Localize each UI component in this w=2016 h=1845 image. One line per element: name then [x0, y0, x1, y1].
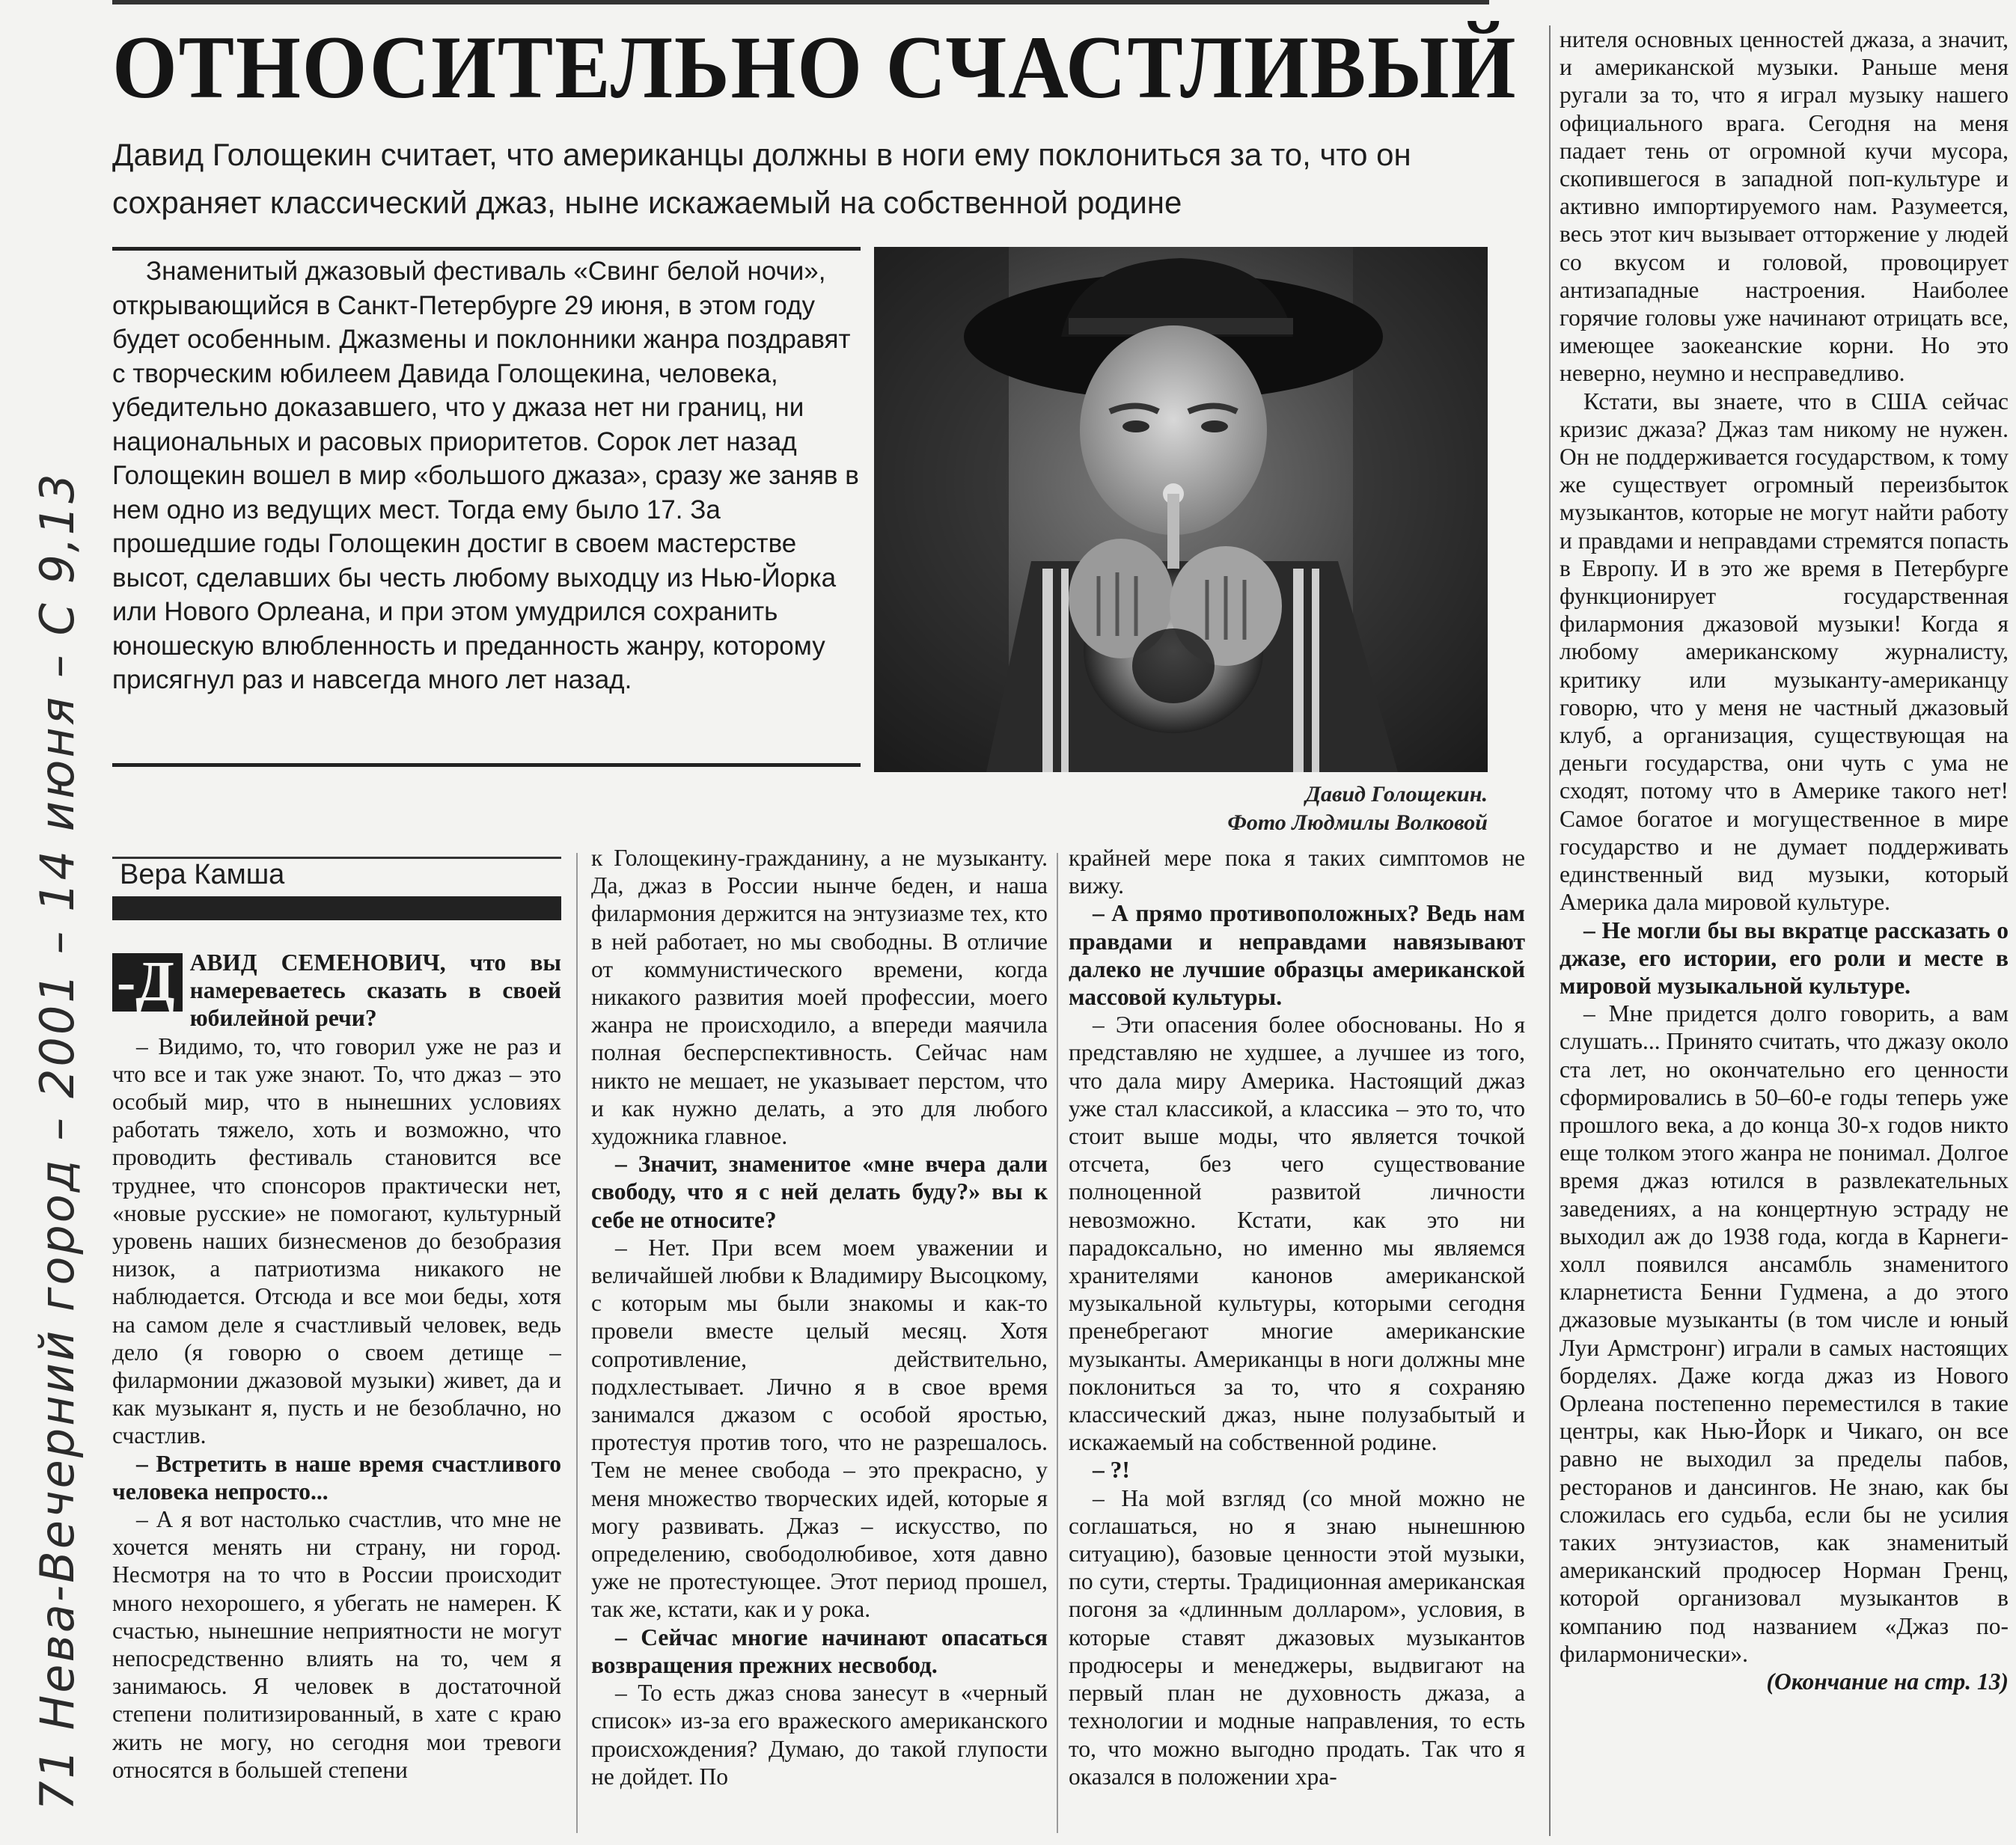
question-4: – Сейчас многие начинают опасаться возвращения прежних несвобод. — [591, 1624, 1048, 1678]
top-rule — [112, 0, 1489, 4]
answer-6: – На мой взгляд (со мной можно не соглашаться, но я знаю нынешнюю ситуацию), базовые ценности этой музыки, по сути, стерты. Традиционная американская погоня за «длинным долларом», условия, в которые ставят джазовых музыкантов продюсеры и менеджеры, выдвигают на первый план не духовность джаза, а технологии и модные направления, то есть то, что можно выгодно продать. Так что я оказался в положении хра- — [1069, 1484, 1525, 1790]
drop-cap: -Д — [112, 953, 183, 1012]
question-2: – Встретить в наше время счастливого человека непросто... — [112, 1450, 561, 1505]
article-column-3 — [1069, 844, 1525, 1839]
article-column-4 — [1549, 25, 2009, 1836]
photo-caption — [1122, 780, 1488, 837]
answer-1: – Видимо, то, что говорил уже не раз и что все и так уже знают. То, что джаз – это особый мир, что в нынешних условиях работать тяжело, хоть и возможно, что проводить фестиваль становится все труднее, что спонсоров практически нет, «новые русские» не помогают, культурный уровень наших бизнесменов до безобразия низок, а патриотизма никакого не наблюдается. Отсюда и все мои беды, хотя на самом деле я счастливый человек, ведь дело (я говорю о своем детище – филармонии джазовой музыки) живет, да и как музыкант я, пусть и не безоблачно, но счастлив. — [112, 1032, 561, 1449]
photo-trumpeter — [874, 247, 1488, 772]
subheadline: Давид Голощекин считает, что американцы должны в ноги ему поклониться за то, что он сохраняет классический джаз, ныне искажаемый на собственной родине — [112, 137, 1411, 220]
question-3: – Значит, знаменитое «мне вчера дали свободу, что я с ней делать буду?» вы к себе не относите? — [591, 1151, 1048, 1233]
article-column-2 — [591, 844, 1048, 1839]
lead-rule-top — [112, 247, 861, 251]
answer-3: – Нет. При всем моем уважении и величайшей любви к Владимиру Высоцкому, с которым мы были знакомы и как-то провели вместе целый месяц. Хотя сопротивление, действительно, подхлестывает. Лично я в свое время занимался джазом с особой яростью, протестуя против того, что не разрешалось. Тем не менее свобода – это прекрасно, у меня множество творческих идей, которые я могу развивать. Джаз – искусство, по определению, свободолюбивое, хотя давно уже не протестующее. Этот период прошел, так же, кстати, как и у рока. — [591, 1234, 1048, 1623]
article-column-1 — [112, 949, 561, 1835]
headline: ОТНОСИТЕЛЬНО СЧАСТЛИВЫЙ — [112, 17, 1518, 117]
caption-subject: Давид Голощекин. — [1305, 782, 1488, 807]
column-divider — [1057, 853, 1058, 1833]
question-6: – ?! — [1093, 1457, 1130, 1484]
answer-2: – А я вот настолько счастлив, что мне не хочется менять ни страну, ни город. Несмотря на то что в России происходит много нехорошего, я убегать не намерен. К счастью, нынешние неприятности не могут непосредственно влиять на то, чем я занимаюсь. Я человек в достаточной степени политизированный, в хате с краю жить не могу, но сегодня мои тревоги относятся в большей степени — [112, 1506, 561, 1783]
lead-rule-bottom — [112, 763, 861, 767]
answer-continued: нителя основных ценностей джаза, а значит, и американской музыки. Раньше меня ругали за то, что я играл музыку нашего официального врага. Сегодня на меня падает тень от огромной кучи мусора, скопившегося в западной поп-культуре и активно импортируемого нам. Разумеется, весь этот кич вызывает отторжение у людей со вкусом и головой, провоцирует антизападные настроения. Наиболее горячие головы уже начинают отрицать все, имеющее заокеанские корни. Но это неверно, неумно и несправедливо. — [1560, 26, 2009, 387]
byline-bar — [112, 896, 561, 920]
paragraph: Кстати, вы знаете, что в США сейчас кризис джаза? Джаз там никому не нужен. Он не поддерживается государством, к тому же существует огромный переизбыток музыкантов, которые не могут найти работу и правдами и неправдами стремятся попасть в Европу. И в это же время в Петербурге функционирует государственная филармония джазовой музыки! Когда я любому американскому журналисту, критику или музыканту-американцу говорю, что у меня не частный джазовый клуб, а организация, существующая на деньги государства, они чуть с ума не сходят, потому что в Америке такого нет! Самое богатое и могущественное в мире государство и не думает поддерживать единственный вид музыки, который Америка дала мировой культуре. — [1560, 388, 2009, 916]
answer-4: – То есть джаз снова занесут в «черный список» из-за его вражеского американского происхождения? Думаю, до такой глупости не дойдет. По — [591, 1680, 1048, 1790]
question-7: – Не могли бы вы вкратце рассказать о джазе, его истории, его роли и месте в мировой музыкальной культуре. — [1560, 917, 2009, 999]
byline: Вера Камша — [120, 859, 285, 890]
answer-continued: к Голощекину-гражданину, а не музыканту. Да, джаз в России нынче беден, и наша филармония держится на энтузиазме тех, кто в ней работает, но мы свободны. В отличие от коммунистического времени, когда никакого развития моей профессии, моего жанра не происходило, а впереди маячила полная бесперспективность. Сейчас нам никто не мешает, не указывает перстом, что и как нужно делать, а это для любого художника главное. — [591, 845, 1048, 1150]
answer-5: – Эти опасения более обоснованы. Но я представляю не худшее, а лучшее из того, что дала миру Америка. Настоящий джаз уже стал классикой, а классика – это то, что стоит выше моды, что является точкой отсчета, без чего существование полноценной развитой личности невозможно. Кстати, как это ни парадоксально, но именно мы являемся хранителями канонов американской музыкальной культуры, которыми сегодня пренебрегают многие американские музыканты. Американцы в ноги должны мне поклониться за то, что я сохраняю классический джаз, ныне полузабытый и искажаемый на собственной родине. — [1069, 1012, 1525, 1456]
caption-credit: Фото Людмилы Волковой — [1227, 810, 1488, 835]
question-5: – А прямо противоположных? Ведь нам правдами и неправдами навязывают далеко не лучшие образцы американской массовой культуры. — [1069, 900, 1525, 1011]
column-divider — [576, 853, 578, 1833]
question-1-text: АВИД СЕМЕНОВИЧ, что вы намереваетесь сказать в своей юбилейной речи? — [189, 949, 561, 1032]
answer-7: – Мне придется долго говорить, а вам слушать... Принято считать, что джазу около ста лет, но окончательно его ценности сформировались в 50–60-е годы теперь уже прошлого века, а до конца 30-х годов никто еще толком этого жанра не понимал. Долгое время джаз ютился в развлекательных заведениях, а на концертную эстраду не выходил аж до 1938 года, когда в Карнеги-холл появился ансамбль знаменитого кларнетиста Бенни Гудмена, а до этого джазовые музыканты (в том числе и юный Луи Армстронг) играли в самых настоящих борделях. Даже когда джаз из Нового Орлеана постепенно переместился в такие центры, как Нью-Йорк и Чикаго, он все равно не выходил за пределы пабов, ресторанов и дансингов. Не знаю, как бы сложилась его судьба, если бы не усилия таких энтузиастов, как знаменитый американский продюсер Норман Гренц, которой организовал музыкантов в компанию под названием «Джаз по-филармонически». — [1560, 1000, 2009, 1667]
portrait-illustration — [874, 247, 1488, 772]
continued-notice: (Окончание на стр. 13) — [1766, 1668, 2009, 1695]
answer-continued: крайней мере пока я таких симптомов не вижу. — [1069, 845, 1525, 899]
lead-paragraph: Знаменитый джазовый фестиваль «Свинг белой ночи», открывающийся в Санкт-Петербурге 29 июня, в этом году будет особенным. Джазмены и поклонники жанра поздравят с творческим юбилеем Давида Голощекина, человека, убедительно доказавшего, что у джаза нет ни границ, ни национальных и расовых приоритетов. Сорок лет назад Голощекин вошел в мир «большого джаза», сразу же заняв в нем одно из ведущих мест. Тогда ему было 17. За прошедшие годы Голощекин достиг в своем мастерстве высот, сделавших бы честь любому выходцу из Нью-Йорка или Нового Орлеана, и при этом умудрился сохранить юношескую влюбленность и преданность жанру, которому присягнул раз и навсегда много лет назад. — [112, 257, 859, 694]
question-1 — [112, 949, 561, 1032]
handwritten-source-note: 71 Нева-Вечерний город – 2001 – 14 июня – С 9,13 — [30, 471, 85, 1811]
